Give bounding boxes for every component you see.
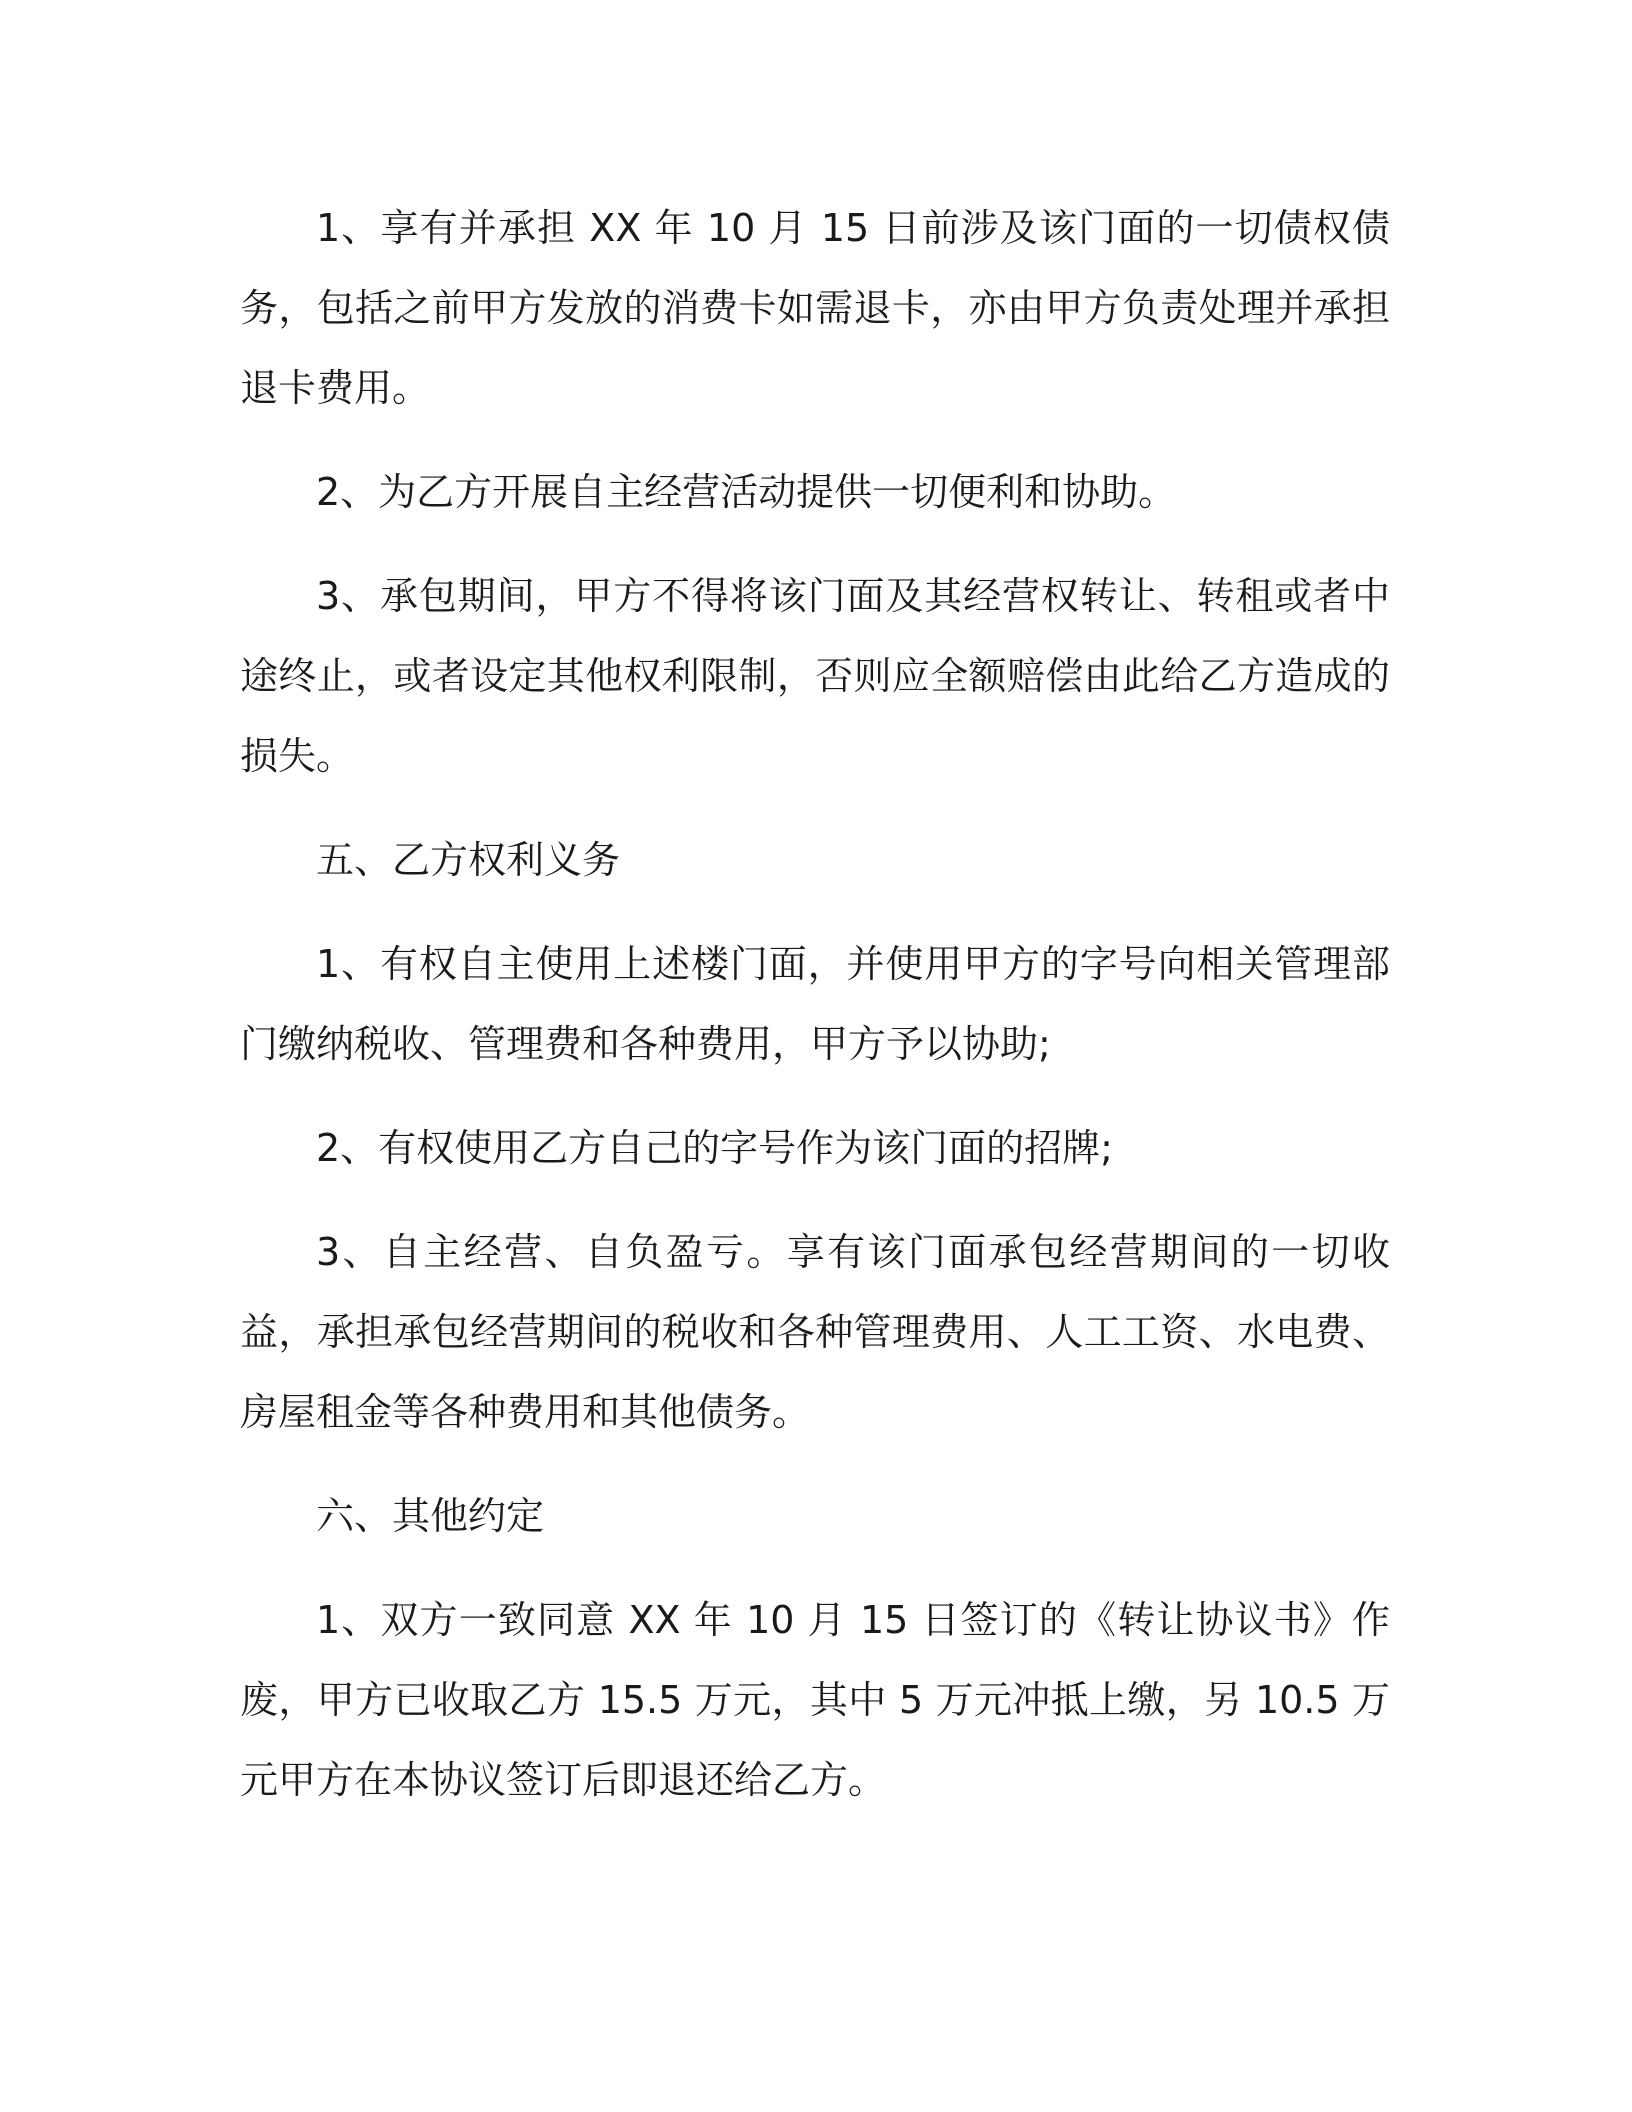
paragraph-party-b-3: 3、自主经营、自负盈亏。享有该门面承包经营期间的一切收益，承担承包经营期间的税收和各种管理费用、人工工资、水电费、房屋租金等各种费用和其他债务。 [240,1230,1390,1434]
section-heading-other-agreements: 六、其他约定 [316,1494,545,1538]
section-heading-party-b-rights: 五、乙方权利义务 [316,838,621,882]
paragraph-duty-2: 2、为乙方开展自主经营活动提供一切便利和协助。 [316,470,1177,514]
paragraph-duty-1: 1、享有并承担 XX 年 10 月 15 日前涉及该门面的一切债权债务，包括之前甲方发放的消费卡如需退卡，亦由甲方负责处理并承担退卡费用。 [240,206,1390,410]
paragraph-party-b-2: 2、有权使用乙方自己的字号作为该门面的招牌; [316,1126,1113,1170]
paragraph-party-b-1: 1、有权自主使用上述楼门面，并使用甲方的字号向相关管理部门缴纳税收、管理费和各种费用，甲方予以协助; [240,942,1390,1066]
paragraph-duty-3: 3、承包期间，甲方不得将该门面及其经营权转让、转租或者中途终止，或者设定其他权利限制，否则应全额赔偿由此给乙方造成的损失。 [240,574,1390,778]
document-body [240,188,1390,1844]
paragraph-other-1: 1、双方一致同意 XX 年 10 月 15 日签订的《转让协议书》作废，甲方已收取乙方 15.5 万元，其中 5 万元冲抵上缴，另 10.5 万元甲方在本协议签订后即退还给乙方。 [240,1598,1390,1802]
